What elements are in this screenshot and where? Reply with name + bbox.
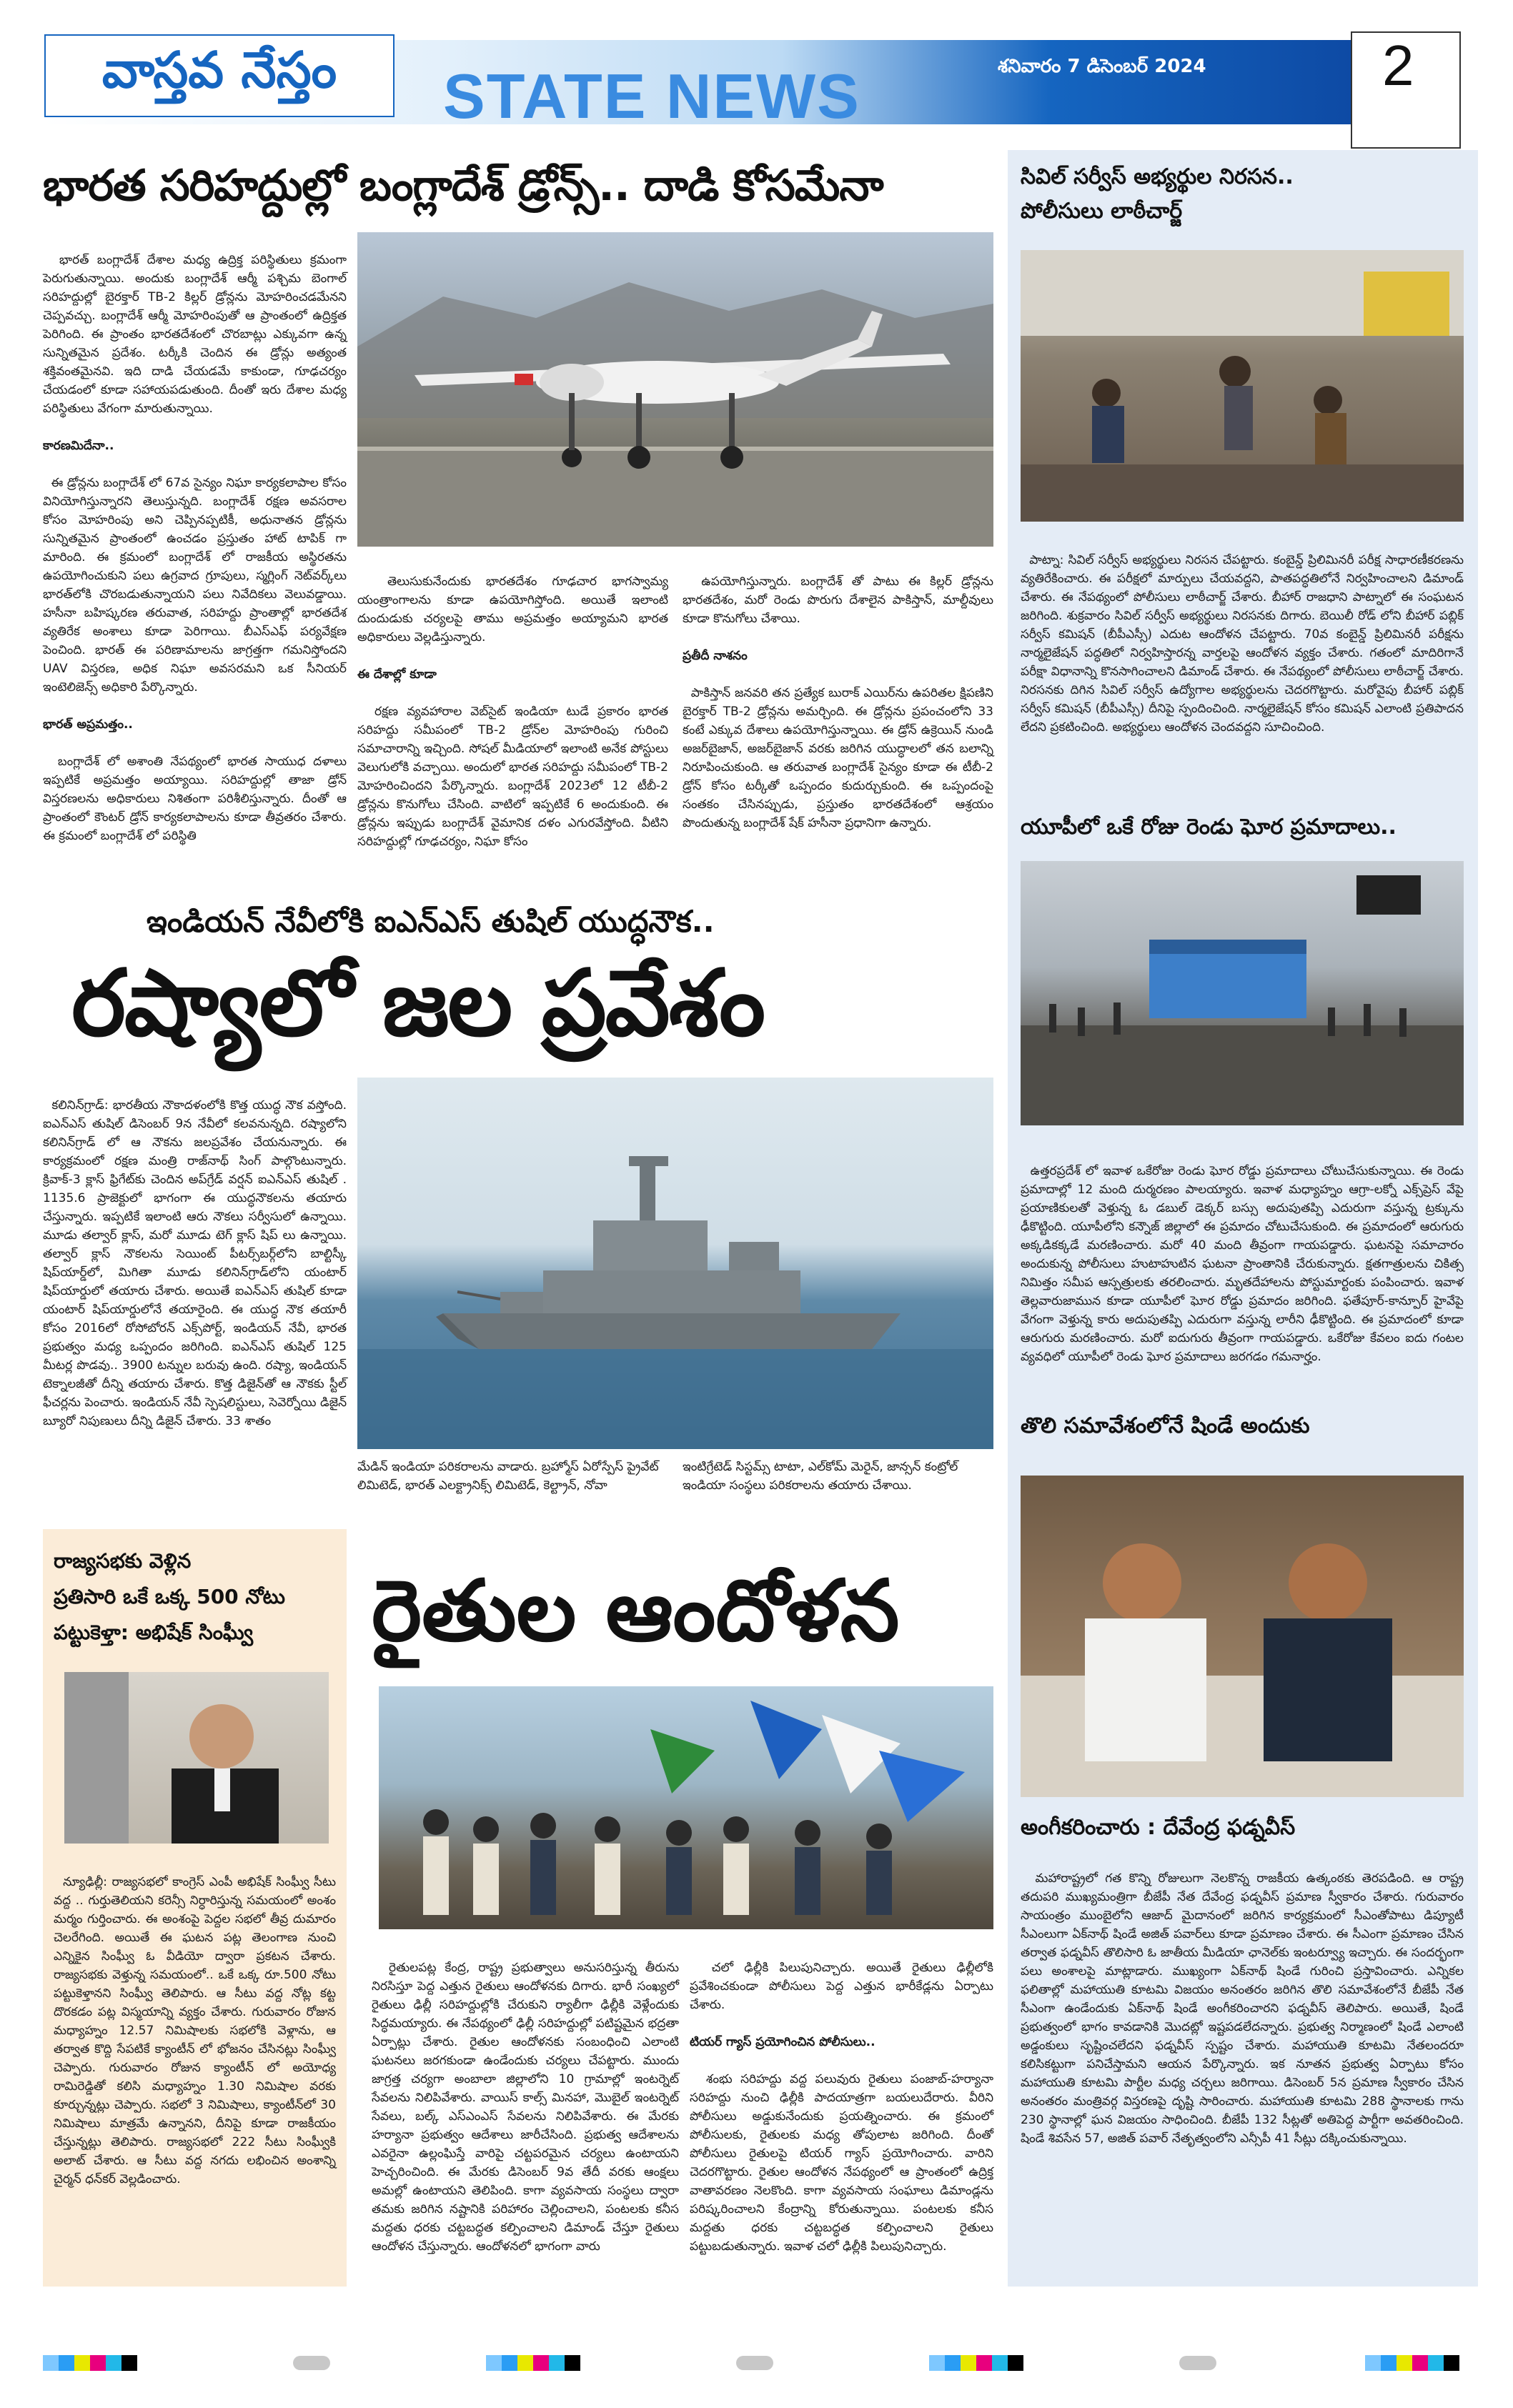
singhvi-headline-line1: రాజ్యసభకు వెళ్లిన — [54, 1549, 192, 1573]
protest-headline-line1: సివిల్ సర్వీస్ అభ్యర్థుల నిరసన.. — [1021, 164, 1294, 189]
farmers-body-col1: రైతులపట్ల కేంద్ర, రాష్ట్ర ప్రభుత్వాలు అనుసరిస్తున్న తీరును నిరసిస్తూ పెద్ద ఎత్తున రైతులు ఆందోళనకు దిగారు. భారీ సంఖ్యలో రైతులు ఢిల్లీ సరిహద్దుల్లోకి చేరుకుని ర్యాలీగా ఢిల్లీకి వెళ్లేందుకు సిద్ధమయ్యారు. ఈ నేపథ్యంలో ఢిల్లీ సరిహద్దుల్లో పటిష్టమైన భద్రతా ఏర్పాట్లు చేశారు. రైతుల ఆందోళనకు సంబంధించి ఎలాంటి ఘటనలు జరగకుండా ఉండేందుకు చర్యలు చేపట్టారు. ముందు జాగ్రత్త చర్యగా అంబాలా జిల్లాలోని 10 గ్రామాల్లో ఇంటర్నెట్ సేవలను నిలిపివేశారు. వాయిస్ కాల్స్ మినహా, మొబైల్ ఇంటర్నెట్ సేవలు, బల్క్ ఎస్ఎంఎస్ సేవలను నిలిపివేశారు. ఈ మేరకు హర్యానా ప్రభుత్వం ఆదేశాలు జారీచేసింది. ప్రభుత్వ ఆదేశాలను ఎవరైనా ఉల్లంఘిస్తే వారిపై చట్టపరమైన చర్యలు ఉంటాయని హెచ్చరించింది. ఈ మేరకు డిసెంబర్ 9వ తేదీ వరకు ఆంక్షలు అమల్లో ఉంటాయని తెలిపింది. కాగా వ్యవసాయ సంస్థలు ద్వారా తమకు జరిగిన నష్టానికి పరిహారం చెల్లించాలని, పంటలకు కనీస మద్దతు ధరకు చట్టబద్ధత కల్పించాలని డిమాండ్ చేస్తూ రైతులు ఆందోళన చేస్తున్నారు. ఆందోళనలో భాగంగా వారు — [372, 1961, 683, 2254]
accident-body: ఉత్తరప్రదేశ్ లో ఇవాళ ఒకేరోజు రెండు ఘోర రోడ్డు ప్రమాదాలు చోటుచేసుకున్నాయి. ఈ రెండు ప్రమాదాల్లో 12 మంది దుర్మరణం పాలయ్యారు. ఇవాళ మధ్యాహ్నం ఆగ్రా-లక్నో ఎక్స్‌ప్రెస్ వేపై ప్రయాణికులతో వెళ్తున్న ఓ డబుల్ డెక్కర్ బస్సు అదుపుతప్పి ఎదురుగా వస్తున్న ట్రక్కును ఢీకొట్టింది. యూపీలోని కన్నౌజ్ జిల్లాలో ఈ ప్రమాదం చోటుచేసుకుంది. ఈ ప్రమాదంలో ఆరుగురు అక్కడికక్కడే మరణించారు. మరో 40 మంది తీవ్రంగా గాయపడ్డారు. ఘటనపై సమాచారం అందుకున్న పోలీసులు హుటాహుటిన ఘటనా ప్రాంతానికి చేరుకున్నారు. క్షతగాత్రులను చికిత్స నిమిత్తం సమీప ఆస్పత్రులకు తరలించారు. మృతదేహాలను పోస్టుమార్టంకు పంపించారు. ఇవాళ తెల్లవారుజామున కూడా యూపీలో ఘోర రోడ్డు ప్రమాదం జరిగింది. ఫతేపూర్-కాన్పూర్ హైవేపై వేగంగా వెళ్తున్న కారు అదుపుతప్పి ఎదురుగా వస్తున్న లారీని ఢీకొట్టింది. ఈ ప్రమాదంలో కూడా ఆరుగురు మరణించారు. మరో ఐదుగురు తీవ్రంగా గాయపడ్డారు. ఒకేరోజు కేవలం ఐదు గంటల వ్యవధిలో యూపీలో రెండు ఘోర ప్రమాదాలు జరగడం గమనార్హం. — [1021, 1164, 1468, 1364]
protest-headline-line2: పోలీసులు లాఠీచార్జ్ — [1021, 199, 1183, 224]
fadnavis-illustration — [1021, 1476, 1464, 1797]
farmers-photo — [379, 1686, 993, 1929]
accident-headline: యూపీలో ఒకే రోజు రెండు ఘోర ప్రమాదాలు.. — [1021, 815, 1397, 840]
protest-photo — [1021, 250, 1464, 522]
accident-photo — [1021, 861, 1464, 1125]
registration-pill-1 — [293, 2356, 330, 2370]
protest-illustration — [1021, 250, 1464, 522]
page-number: 2 — [1382, 34, 1414, 97]
farmers-illustration — [379, 1686, 993, 1929]
logo-text: వాస్తవ నేస్తం — [101, 40, 337, 99]
registration-marks-3 — [929, 2355, 1023, 2371]
article1-headline: భారత సరిహద్దుల్లో బంగ్లాదేశ్ డ్రోన్స్.. దాడి కోసమేనా — [43, 161, 883, 211]
article1-body-col3: ఉపయోగిస్తున్నారు. బంగ్లాదేశ్ తో పాటు ఈ కిల్లర్ డ్రోన్లను భారతదేశం, మరో రెండు పొరుగు దేశాలైన పాకిస్తాన్, మాల్దీవులు కూడా కొనుగోలు చేశాయి. ప్రతీదీ నాశనం పాకిస్తాన్ జనవరి తన ప్రత్యేక బురాక్ ఎయిర్‌ను ఉపరితల క్షిపణిని బైరక్తార్ TB-2 డ్రోన్లను అమర్చింది. ఈ డ్రోన్లను ప్రపంచంలోని 33 కంటే ఎక్కువ దేశాలు ఉపయోగిస్తున్నాయి. ఈ డ్రోన్ ఉక్రెయిన్ నుండి అజర్‌బైజాన్, అజర్‌బైజాన్ వరకు జరిగిన యుద్ధాలలో తన బలాన్ని నిరూపించుకుంది. ఆ తరువాత బంగ్లాదేశ్ సైన్యం కూడా ఈ టీబీ-2 డ్రోన్ కోసం టర్కీతో ఒప్పందం కుదుర్చుకుంది. ఈ ఒప్పందంపై సంతకం చేసినప్పుడు, ప్రస్తుతం భారతదేశంలో ఆశ్రయం పొందుతున్న బంగ్లాదేశ్ షేక్ హసీనా ప్రధానిగా ఉన్నారు. — [683, 574, 998, 830]
registration-pill-3 — [1179, 2356, 1216, 2370]
article1-subhead-reason: కారణమిదేనా.. — [43, 439, 114, 453]
registration-marks-4 — [1365, 2355, 1459, 2371]
farmers-headline: రైతుల ఆందోళన — [372, 1561, 900, 1660]
accident-illustration — [1021, 861, 1464, 1125]
article2-kicker: ఇండియన్ నేవీలోకి ఐఎన్ఎస్ తుషిల్ యుద్ధనౌక.. — [147, 904, 715, 939]
article1-body-col1: భారత్ బంగ్లాదేశ్ దేశాల మధ్య ఉద్రిక్త పరిస్థితులు క్రమంగా పెరుగుతున్నాయి. అందుకు బంగ్లాదేశ్ ఆర్మీ పశ్చిమ బెంగాల్ సరిహద్దుల్లో బైరక్తార్ TB-2 కిల్లర్ డ్రోన్లను మోహరించడమేనని చెప్పవచ్చు. బంగ్లాదేశ్ ఆర్మీ మోహరింపుతో ఆ ప్రాంతంలో ఉద్రిక్తత పెరిగింది. ఈ ప్రాంతం భారతదేశంలో చొరబాట్లు ఎక్కువగా ఉన్న సున్నితమైన ప్రదేశం. టర్కీకి చెందిన ఈ డ్రోన్లు అత్యంత శక్తివంతమైనవి. ఇది దాడి చేయడమే కాకుండా, గూఢచర్యం చేయడంలో కూడా సహాయపడుతుంది. దీంతో ఇరు దేశాల మధ్య పరిస్థితులు వేగంగా మారుతున్నాయి. కారణమిదేనా.. ఈ డ్రోన్లను బంగ్లాదేశ్ లో 67వ సైన్యం నిఘా కార్యకలాపాల కోసం వినియోగిస్తున్నారని తెలుస్తున్నది. బంగ్లాదేశ్ రక్షణ అవసరాల కోసం మోహరింపు అని చెప్పినప్పటికీ, అధునాతన డ్రోన్లను సున్నితమైన ప్రాంతంలో ఉంచడం ప్రస్తుతం హాట్ టాపిక్ గా మారింది. ఈ క్రమంలో బంగ్లాదేశ్ లో రాజకీయ అస్థిరతను ఉపయోగించుకుని పలు ఉగ్రవాద గ్రూపులు, స్మగ్లింగ్ నెట్‌వర్క్‌లు భారత్‌లోకి చొరబడుతున్నాయని పలు నివేదికలు వెలువడ్డాయి. హసీనా బహిష్కరణ తరువాత, సరిహద్దు ప్రాంతాల్లో భారతదేశ వ్యతిరేక అంశాలు కూడా పెరిగాయి. బీఎస్‌ఎఫ్ పర్యవేక్షణ పెంచింది. భారత్ ఈ పరిణామాలను జాగ్రత్తగా గమనిస్తోందని UAV విస్తరణ, అధిక నిఘా అవసరమని ఒక సీనియర్ ఇంటెలిజెన్స్ అధికారి పేర్కొన్నారు. భారత్ అప్రమత్తం.. బంగ్లాదేశ్ లో అశాంతి నేపథ్యంలో భారత సాయుధ దళాలు ఇప్పటికే అప్రమత్తం అయ్యాయి. సరిహద్దుల్లో తాజా డ్రోన్ విస్తరణలను అధికారులు నిశితంగా పరిశీలిస్తున్నారు. దీంతో ఆ ప్రాంతంలో కౌంటర్ డ్రోన్ కార్యకలాపాలను కూడా తీవ్రతరం చేశారు. ఈ క్రమంలో బంగ్లాదేశ్ లో పరిస్థితి — [43, 253, 351, 843]
section-title: STATE NEWS — [443, 61, 860, 131]
article2-headline: రష్యాలో జల ప్రవేశం — [71, 950, 764, 1057]
issue-date: శనివారం 7 డిసెంబర్ 2024 — [998, 56, 1206, 77]
registration-marks-1 — [43, 2355, 137, 2371]
warship-caption-left: మేడిన్ ఇండియా పరికరాలను వాడారు. బ్రహ్మోస్ ఏరోస్పేస్ ప్రైవేట్ లిమిటెడ్, భారత్ ఎలక్ట్రానిక్స్ లిమిటెడ్, కెల్ట్రాన్, నోవా — [357, 1460, 663, 1493]
fadnavis-photo — [1021, 1476, 1464, 1797]
singhvi-photo — [64, 1672, 329, 1844]
singhvi-headline-line3: పట్టుకెళ్తా: అభిషేక్ సింఘ్వీ — [54, 1621, 254, 1644]
article1-subhead-destroy: ప్రతీదీ నాశనం — [683, 649, 748, 663]
registration-marks-2 — [486, 2355, 580, 2371]
article1-subhead-alert: భారత్ అప్రమత్తం.. — [43, 717, 133, 732]
registration-pill-2 — [736, 2356, 773, 2370]
singhvi-headline-line2: ప్రతిసారి ఒకే ఒక్క 500 నోటు — [54, 1585, 285, 1608]
drone-photo — [357, 232, 993, 547]
page-number-box — [1351, 31, 1461, 149]
protest-body: పాట్నా: సివిల్ సర్వీస్ అభ్యర్థులు నిరసన చేపట్టారు. కంబైన్డ్ ప్రిలిమినరీ పరీక్ష సాధారణీకరణను వ్యతిరేకించారు. ఈ పరీక్షలో మార్పులు చేయవద్దని, పాతపద్ధతిలోనే నిర్వహించాలని డిమాండ్ చేశారు. ఈ నేపథ్యంలో పోలీసులు లాఠీచార్జ్ చేశారు. బీహార్ రాజధాని పాట్నాలో ఈ సంఘటన జరిగింది. శుక్రవారం సివిల్ సర్వీస్ అభ్యర్థులు నిరసనకు దిగారు. బెయిలీ రోడ్ లోని బీహార్ పబ్లిక్ సర్వీస్ కమిషన్ (బీపీఎస్సీ) ఎదుట ఆందోళన చేపట్టారు. 70వ కంబైన్డ్ ప్రిలిమినరీ పరీక్షను నార్మలైజేషన్ పద్ధతిలో నిర్వహిస్తారన్న వార్తలపై ఆందోళన వ్యక్తం చేశారు. గతంలో మాదిరిగానే పరీక్షా విధానాన్ని కొనసాగించాలని డిమాండ్ చేశారు. ఈ నేపథ్యంలో పోలీసులు లాఠీచార్జ్ చేశారు. నిరసనకు దిగిన సివిల్ సర్వీస్ ఉద్యోగాల అభ్యర్థులను చెదరగొట్టారు. మరోవైపు బీహార్ పబ్లిక్ సర్వీస్ కమిషన్ (బీపీఎస్సీ) దీనిపై స్పందించింది. నార్మలైజేషన్ కోసం కమిషన్ ఎలాంటి ప్రతిపాదన లేదని ప్రకటించింది. అభ్యర్థులు ఆందోళన చెందవద్దని సూచించింది. — [1021, 553, 1468, 735]
fadnavis-kicker: తొలి సమావేశంలోనే షిండే అందుకు — [1021, 1413, 1310, 1438]
fadnavis-body: మహారాష్ట్రలో గత కొన్ని రోజులుగా నెలకొన్న రాజకీయ ఉత్కంఠకు తెరపడింది. ఆ రాష్ట్ర తదుపరి ముఖ్యమంత్రిగా బీజేపీ నేత దేవేంద్ర ఫడ్నవీస్ ప్రమాణ స్వీకారం చేశారు. గురువారం సాయంత్రం ముంబైలోని ఆజాద్ మైదానంలో జరిగిన కార్యక్రమంలో సీఎంతోపాటు డిప్యూటీ సీఎంలుగా ఏక్‌నాథ్ షిండే అజిత్ పవార్‌లు కూడా ప్రమాణం చేశారు. ఈ సీఎంగా ప్రమాణం చేసిన తర్వాత ఫడ్నవీస్ తొలిసారి ఓ జాతీయ మీడియా ఛానెల్‌కు ఇంటర్వ్యూ ఇచ్చారు. ఈ సందర్భంగా పలు అంశాలపై మాట్లాడారు. ముఖ్యంగా ఏక్‌నాథ్ షిండే గురించి ప్రస్తావించారు. ఎన్నికల ఫలితాల్లో మహాయుతి కూటమి విజయం అనంతరం జరిగిన తొలి సమావేశంలోనే బీజేపీ నేత సీఎంగా ఉండేందుకు ఏక్‌నాథ్ షిండే అంగీకరించారని ఫడ్నవీస్ తెలిపారు. అయితే, షిండే ప్రభుత్వంలో భాగం కావడానికి మొదట్లో ఇష్టపడలేదన్నారు. ప్రభుత్వ నిర్మాణంలో షిండే ఎలాంటి అడ్డంకులు సృష్టించలేదని ఫడ్నవీస్ స్పష్టం చేశారు. మహాయుతి కూటమి నేతలందరూ కలిసికట్టుగా పనిచేస్తామని ఆయన పేర్కొన్నారు. ఇక నూతన ప్రభుత్వ ఏర్పాటు కోసం మహాయుతి కూటమి పార్టీల మధ్య చర్చలు జరిగాయి. డిసెంబర్ 5న ప్రమాణ స్వీకారం చేసిన అనంతరం మంత్రివర్గ విస్తరణపై దృష్టి సారించారు. మహాయుతి కూటమి 288 స్థానాలకు గాను 230 స్థానాల్లో ఘన విజయం సాధించింది. బీజేపీ 132 సీట్లతో అతిపెద్ద పార్టీగా అవతరించింది. షిండే శివసేన 57, అజిత్ పవార్ నేతృత్వంలోని ఎన్సీపీ 41 సీట్లు దక్కించుకున్నాయి. — [1021, 1871, 1468, 2146]
article2-body-col1: కలినిన్‌గ్రాడ్: భారతీయ నౌకాదళంలోకి కొత్త యుద్ధ నౌక వస్తోంది. ఐఎన్ఎస్ తుషిల్ డిసెంబర్ 9న నేవీలో కలవనున్నది. రష్యాలోని కలినిన్‌గ్రాడ్ లో ఆ నౌకను జలప్రవేశం చేయనున్నారు. ఈ కార్యక్రమంలో రక్షణ మంత్రి రాజ్‌నాథ్ సింగ్ పాల్గొంటున్నారు. క్రివాక్-3 క్లాస్ ఫ్రిగేట్‌కు చెందిన అప్‌గ్రేడ్ వర్షన్ ఐఎన్ఎస్ తుషిల్ . 1135.6 ప్రాజెక్టులో భాగంగా ఈ యుద్ధనౌకలను తయారు చేస్తున్నారు. ఇప్పటికే ఇలాంటి ఆరు నౌకలు సర్వీసులో ఉన్నాయి. మూడు తల్వార్ క్లాస్, మరో మూడు టెగ్ క్లాస్ షిప్ లు ఉన్నాయి. తల్వార్ క్లాస్ నౌకలను సెయింట్ పీటర్స్‌బర్గ్‌లోని బాల్టిస్కీ షిప్‌యార్డ్‌లో, మిగితా మూడు కలినిన్‌గ్రాడ్‌లోని యంటార్ షిప్‌యార్డులో తయారు చేశారు. అయితే ఐఎన్ఎస్ తుషిల్ కూడా యంటార్ షిప్‌యార్డులోనే తయారైంది. ఈ యుద్ధ నౌక తయారీ కోసం 2016లో రోసోబోరన్ ఎక్స్‌పోర్ట్, ఇండియన్ నేవీ, భారత ప్రభుత్వం మధ్య ఒప్పందం జరిగింది. ఐఎన్ఎస్ తుషిల్ 125 మీటర్ల పొడవు.. 3900 టన్నుల బరువు ఉంది. రష్యా, ఇండియన్ టెక్నాలజీతో దీన్ని తయారు చేశారు. కొత్త డిజైన్‌తో ఆ నౌకకు స్టీల్ ఫీచర్లను పెంచారు. ఇండియన్ నేవీ స్పెషలిస్టులు, సెవెర్నోయి డిజైన్ బ్యూరో నిపుణులు దీన్ని డిజైన్ చేశారు. 33 శాతం — [43, 1098, 351, 1428]
farmers-subhead-teargas: టియర్ గ్యాస్ ప్రయోగించిన పోలీసులు.. — [690, 2035, 875, 2049]
article1-body-col2: తెలుసుకునేందుకు భారతదేశం గూఢచార భాగస్వామ్య యంత్రాంగాలను కూడా ఉపయోగిస్తోంది. అయితే ఇలాంటి దుందుడుకు చర్యలపై తాము అప్రమత్తం అయ్యామని భారత అధికారులు వెల్లడిస్తున్నారు. ఈ దేశాల్లో కూడా రక్షణ వ్యవహారాల వెబ్‌సైట్ ఇండియా టుడే ప్రకారం భారత సరిహద్దు సమీపంలో TB-2 డ్రోన్‌ల మోహరింపు గురించి సమాచారాన్ని ఇచ్చింది. సోషల్ మీడియాలో ఇలాంటి అనేక పోస్టులు వెలుగులోకి వచ్చాయి. అందులో భారత సరిహద్దు సమీపంలో TB-2 మోహరించిందని పేర్కొన్నారు. బంగ్లాదేశ్ 2023లో 12 టీబీ-2 డ్రోన్లను కొనుగోలు చేసింది. వాటిలో ఇప్పటికే 6 అందుకుంది. ఈ డ్రోన్లను ఇప్పుడు బంగ్లాదేశ్ వైమానిక దళం ఎగురవేస్తోంది. వీటిని సరిహద్దుల్లో గూఢచర్యం, నిఘా కోసం — [357, 574, 673, 849]
fadnavis-headline: అంగీకరించారు : దేవేంద్ర ఫడ్నవీస్ — [1021, 1815, 1296, 1840]
farmers-body-col2: చలో ఢిల్లీకి పిలుపునిచ్చారు. అయితే రైతులు ఢిల్లీలోకి ప్రవేశించకుండా పోలీసులు పెద్ద ఎత్తున భారీకేడ్లను ఏర్పాటు చేశారు. టియర్ గ్యాస్ ప్రయోగించిన పోలీసులు.. శంభు సరిహద్దు వద్ద పలువురు రైతులు పంజాబ్-హర్యానా సరిహద్దు నుంచి ఢిల్లీకి పాదయాత్రగా బయలుదేరారు. వీరిని పోలీసులు అడ్డుకునేందుకు ప్రయత్నించారు. ఈ క్రమంలో పోలీసులకు, రైతులకు మధ్య తోపులాట జరిగింది. దీంతో పోలీసులు రైతులపై టియర్ గ్యాస్ ప్రయోగించారు. వారిని చెదరగొట్టారు. రైతుల ఆందోళన నేపథ్యంలో ఆ ప్రాంతంలో ఉద్రిక్త వాతావరణం నెలకొంది. కాగా వ్యవసాయ సంఘాలు డిమాండ్లను పరిష్కరించాలని కేంద్రాన్ని కోరుతున్నాయి. పంటలకు కనీస మద్దతు ధరకు చట్టబద్ధత కల్పించాలని రైతులు పట్టుబడుతున్నారు. ఇవాళ చలో ఢిల్లీకి పిలుపునిచ్చారు. — [690, 1961, 998, 2254]
article1-subhead-countries: ఈ దేశాల్లో కూడా — [357, 667, 437, 682]
singhvi-body: న్యూఢిల్లీ: రాజ్యసభలో కాంగ్రెస్ ఎంపీ అభిషేక్ సింఘ్వీ సీటు వద్ద .. గుర్తుతెలియని కరెన్సీ నిర్ధారిస్తున్న సమయంలో అంశం మర్మం గుర్తించారు. ఈ అంశంపై పెద్దల సభలో తీవ్ర దుమారం చెలరేగింది. అయితే ఈ ఘటన పట్ల తెలంగాణ నుంచి ఎన్నికైన సింఘ్వీ ఓ వీడియో ద్వారా ప్రకటన చేశారు. రాజ్యసభకు వెళ్తున్న సమయంలో.. ఒకే ఒక్క రూ.500 నోటు పట్టుకెళ్తానని సింఘ్వీ తెలిపారు. ఆ సీటు వద్ద నోట్ల కట్ట దొరకడం పట్ల విస్మయాన్ని వ్యక్తం చేశారు. గురువారం రోజున మధ్యాహ్నం 12.57 నిమిషాలకు సభలోకి వెళ్లాను, ఆ తర్వాత కొద్ది సేపటికే క్యాంటీన్ లో భోజనం చేసినట్లు సింఘ్వీ చెప్పారు. గురువారం రోజున క్యాంటీన్ లో అయోధ్య రామిరెడ్డితో కలిసి మధ్యాహ్నం 1.30 నిమిషాల వరకు కూర్చున్నట్లు చెప్పారు. సభలో 3 నిమిషాలు, క్యాంటీన్‌లో 30 నిమిషాలు మాత్రమే ఉన్నానని, దీనిపై కూడా రాజకీయం చేస్తున్నట్లు తెలిపారు. రాజ్యసభలో 222 సీటు సింఘ్వీకి అలాట్ చేశారు. ఆ సీటు వద్ద నగదు లభించిన అంశాన్ని చైర్మన్ ధన్‌కర్ వెల్లడించారు. — [54, 1875, 340, 2186]
drone-illustration — [357, 232, 993, 547]
warship-photo — [357, 1078, 993, 1449]
logo-box — [44, 34, 395, 117]
warship-illustration — [357, 1078, 993, 1449]
warship-caption-right: ఇంటిగ్రేటెడ్ సిస్టమ్స్ టాటా, ఎల్‌కోమ్ మెరైన్, జాన్సన్ కంట్రోల్ ఇండియా సంస్థలు పరికరాలను తయారు చేశాయి. — [683, 1460, 962, 1493]
singhvi-illustration — [64, 1672, 329, 1844]
